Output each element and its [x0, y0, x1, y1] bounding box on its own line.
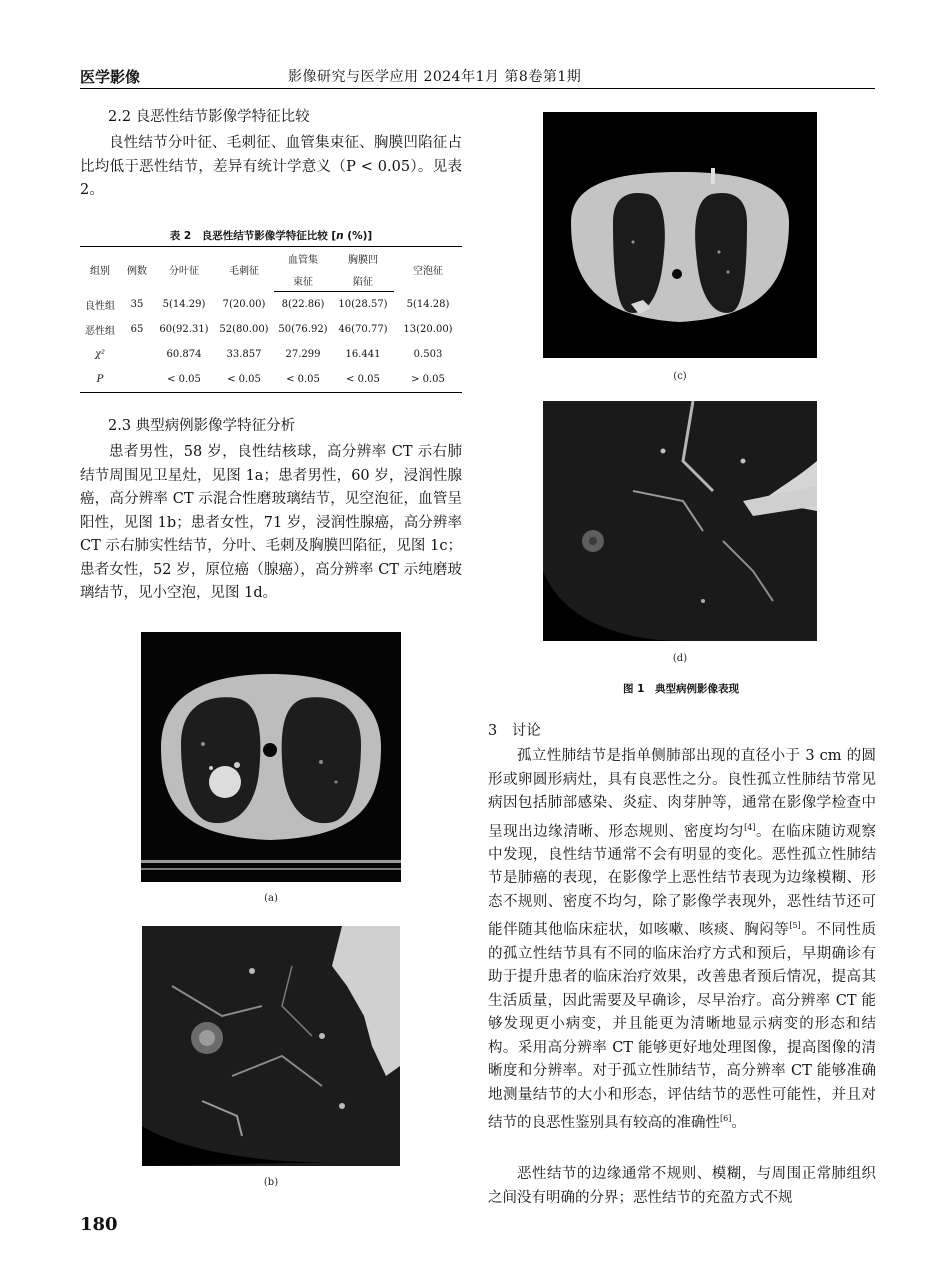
- cell-empty: [120, 342, 154, 367]
- cell-spiculation: 7(20.00): [222, 298, 266, 310]
- figure-1a-ct-image: [141, 632, 401, 882]
- cell-spiculation: 33.857: [226, 349, 262, 360]
- figure-1c-label: (c): [673, 371, 687, 382]
- cell-lobulation: < 0.05: [154, 367, 214, 393]
- cell-spiculation: 52(80.00): [219, 324, 269, 335]
- journal-issue-info: 影像研究与医学应用 2024年1月 第8卷第1期: [288, 69, 582, 85]
- citation-ref[interactable]: [4]: [744, 822, 756, 832]
- section-2-2-heading: 2.2 良恶性结节影像学特征比较: [108, 109, 310, 125]
- figure-1b-ct-image: [142, 926, 400, 1166]
- cell-group: 良性组: [85, 300, 115, 312]
- figure-1-caption: 图 1 典型病例影像表现: [623, 683, 739, 695]
- section-3-paragraph-1: 孤立性肺结节是指单侧肺部出现的直径小于 3 cm 的圆形或卵圆形病灶，具有良恶性之分。良性孤立性肺结节常见病因包括肺部感染、炎症、肉芽肿等，通常在影像学检查中呈现出边缘清晰、形态规则、密度均匀[4]。在临床随访观察中发现，良性结节通常不会有明显的变化。恶性孤立性肺结节是肺癌的表现，在影像学上恶性结节表现为边缘模糊、形态不规则、密度不均匀，除了影像学表现外，恶性结节还可能伴随其他临床症状，如咳嗽、咳痰、胸闷等[5]。不同性质的孤立性结节具有不同的临床治疗方式和预后，早期确诊有助于提升患者的临床治疗效果，改善患者预后情况，提高其生活质量，因此需要及早确诊，尽早治疗。高分辨率 CT 能够发现更小病变，并且能更为清晰地显示病变的形态和结构。采用高分辨率 CT 能够更好地处理图像，提高图像的清晰度和分辨率。对于孤立性肺结节，高分辨率 CT 能够准确地测量结节的大小和形态，评估结节的恶性可能性，并且对结节的良恶性鉴别具有较高的准确性[6]。: [488, 748, 877, 1131]
- section-2-2-body: 良性结节分叶征、毛刺征、血管集束征、胸膜凹陷征占比均低于恶性结节，差异有统计学意义（P < 0.05）。见表 2。: [80, 135, 462, 198]
- col-header-vascular-2: 束征: [274, 269, 332, 292]
- col-header-pleural-2: 陷征: [332, 269, 394, 292]
- cell-vascular: 27.299: [285, 349, 321, 360]
- cell-pleural: 16.441: [345, 349, 381, 360]
- table-row: [80, 317, 462, 342]
- cell-vascular: 50(76.92): [278, 324, 328, 335]
- cell-vascular: < 0.05: [274, 367, 332, 393]
- col-header-cases: 例数: [120, 247, 154, 292]
- cell-vacuole: 0.503: [413, 349, 443, 360]
- table-row: [80, 292, 462, 318]
- cell-vacuole: 13(20.00): [403, 324, 453, 335]
- cell-stat-label: χ²: [94, 349, 106, 360]
- cell-lobulation: 60(92.31): [159, 324, 209, 335]
- col-header-vacuole: 空泡征: [394, 247, 462, 292]
- col-header-vascular-1: 血管集: [274, 247, 332, 270]
- citation-ref[interactable]: [6]: [720, 1114, 732, 1124]
- cell-vacuole: > 0.05: [394, 367, 462, 393]
- citation-ref[interactable]: [5]: [789, 921, 801, 931]
- header-rule: [80, 88, 875, 89]
- col-header-pleural-1: 胸膜凹: [332, 247, 394, 270]
- cell-cases: 35: [130, 298, 144, 310]
- cell-pleural: 10(28.57): [338, 299, 388, 310]
- table-row-p-value: [80, 367, 462, 393]
- cell-spiculation: < 0.05: [214, 367, 274, 393]
- cell-vacuole: 5(14.28): [406, 298, 450, 310]
- cell-cases: 65: [130, 324, 144, 335]
- section-2-3-heading: 2.3 典型病例影像学特征分析: [108, 418, 296, 434]
- cell-vascular: 8(22.86): [281, 299, 325, 310]
- cell-group: 恶性组: [85, 326, 115, 337]
- col-header-spiculation: 毛刺征: [214, 247, 274, 292]
- cell-pleural: 46(70.77): [338, 324, 388, 335]
- section-3-heading: 3 讨论: [488, 723, 541, 739]
- figure-1d-ct-image: [543, 401, 817, 641]
- table-2-caption: 表 2 良恶性结节影像学特征比较 [n (%)]: [169, 230, 373, 242]
- section-3-paragraph-2: 恶性结节的边缘通常不规则、模糊，与周围正常肺组织之间没有明确的分界；恶性结节的充盈方式不规: [488, 1166, 876, 1206]
- cell-lobulation: 5(14.29): [162, 298, 206, 310]
- figure-1a-label: (a): [264, 893, 278, 904]
- journal-name: 医学影像: [80, 68, 141, 86]
- col-header-lobulation: 分叶征: [154, 247, 214, 292]
- table-row-chi-square: [80, 342, 462, 367]
- cell-lobulation: 60.874: [166, 349, 202, 360]
- figure-1b-label: (b): [263, 1177, 279, 1188]
- figure-1d-label: (d): [672, 653, 688, 664]
- table-2: [80, 246, 462, 393]
- cell-empty: [120, 367, 154, 393]
- cell-stat-label: P: [80, 367, 120, 393]
- col-header-group: 组别: [80, 247, 120, 292]
- section-2-3-body: 患者男性，58 岁，良性结核球，高分辨率 CT 示右肺结节周围见卫星灶，见图 1a；患者男性，60 岁，浸润性腺癌，高分辨率 CT 示混合性磨玻璃结节，见空泡征，血管呈阳性，见图 1b；患者女性，71 岁，浸润性腺癌，高分辨率 CT 示右肺实性结节，分叶、毛刺及胸膜凹陷征，见图 1c；患者女性，52 岁，原位癌（腺癌），高分辨率 CT 示纯磨玻璃结节，见小空泡，见图 1d。: [80, 444, 462, 601]
- figure-1c-ct-image: [543, 112, 817, 358]
- page-number: 180: [80, 1214, 118, 1235]
- cell-pleural: < 0.05: [332, 367, 394, 393]
